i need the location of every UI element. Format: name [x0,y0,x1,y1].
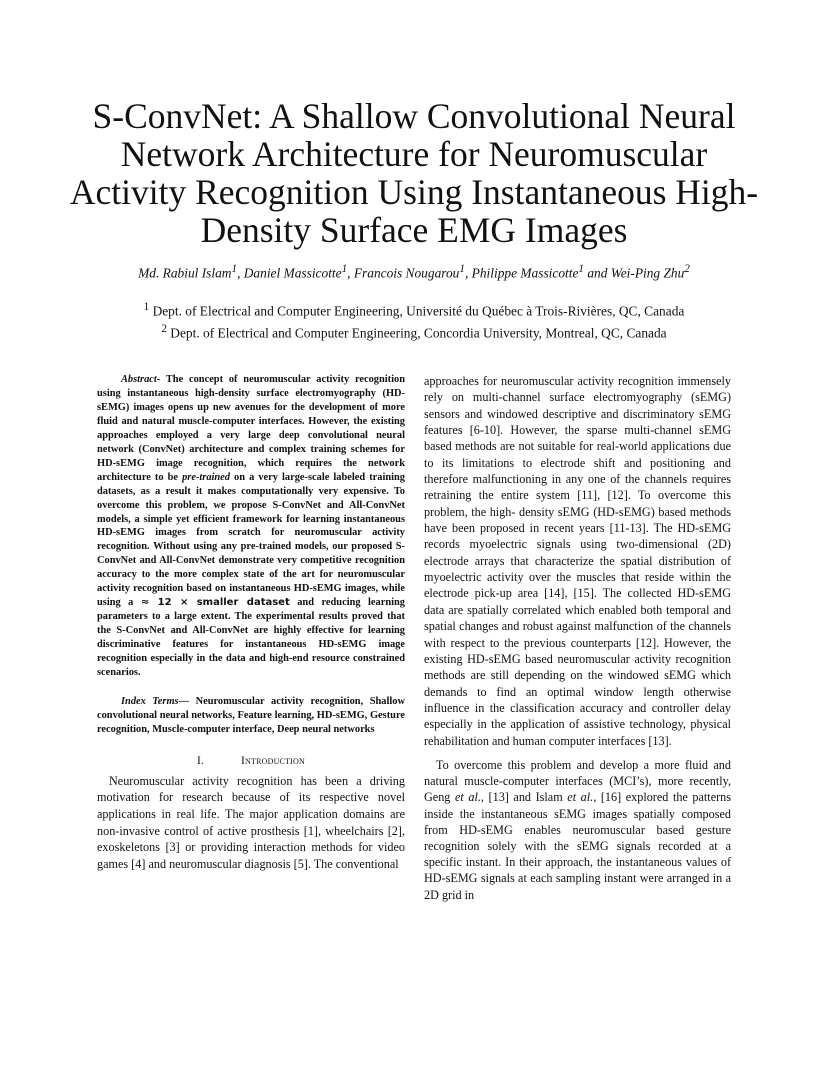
author-separator: , [237,265,244,281]
body-emphasis: et al. [454,790,481,805]
abstract-lead: Abstract- [121,374,161,385]
affiliation-text: Dept. of Electrical and Computer Engineering, Concordia University, Montreal, QC, Canada [166,325,667,341]
author-affiliation-mark: 1 [459,263,465,275]
author: Francois Nougarou [353,265,460,281]
abstract [97,373,405,680]
right-column [424,373,731,903]
section-number: I. [196,754,204,767]
abstract-text: on a very large-scale labeled training datasets, as a result it makes computationally very expensive. To overcome this problem, we propose S-ConvNet and All-ConvNet models, a simple yet efficient framework for learning instantaneous HD-sEMG images from scratch for neuromuscular activity recognition. Without using any pre-trained models, our proposed S-ConvNet and All-ConvNet demonstrate very competitive recognition accuracy to the more complex state of the art for neuromuscular activity recognition based on instantaneous HD-sEMG images, while using a [97,471,405,609]
index-terms [97,695,405,737]
abstract-math: ≈ 12 × smaller dataset [140,597,290,609]
author-list [40,263,788,281]
section-heading [97,755,405,767]
abstract-emphasis: pre-trained [182,471,230,483]
affiliation-mark: 2 [161,323,167,336]
author-separator: , [347,265,354,281]
body-emphasis: et al., [567,790,597,805]
section-title: Introduction [240,754,305,767]
affiliation [40,298,788,320]
author: Md. Rabiul Islam [138,265,232,281]
author: Daniel Massicotte [243,265,342,281]
paper-title: S-ConvNet: A Shallow Convolutional Neural Network Architecture for Neuromuscular Activity Recognition Using Instantaneous High-Density Surface EMG Images [69,96,759,250]
abstract-text: The concept of neuromuscular activity recognition using instantaneous high-density surface electromyography (HD-sEMG) images opens up new avenues for the development of more fluid and natural muscle-computer interfaces. However, the existing approaches employed a very large deep convolutional neural network (ConvNet) architecture and complex training schemes for HD-sEMG image recognition, which requires the network architecture to be [97,374,405,483]
abstract-text: and reducing learning parameters to a large extent. The experimental results proved that the S-ConvNet and All-ConvNet are highly effective for learning discriminative features for instantaneous HD-sEMG image recognition especially in the data and high-end resource constrained scenarios. [97,597,405,679]
affiliation-list [40,298,788,343]
author: Wei-Ping Zhu [610,265,685,281]
affiliation-mark: 1 [143,301,150,313]
author-affiliation-mark: 2 [684,263,690,275]
index-terms-text: Neuromuscular activity recognition, Shallow convolutional neural networks, Feature learning, HD-sEMG, Gesture recognition, Muscle-computer interface, Deep neural networks [97,695,405,735]
author-affiliation-mark: 1 [341,263,348,275]
affiliation [40,320,788,342]
index-terms-lead: Index Terms— [121,695,189,707]
author: Philippe Massicotte [471,265,579,281]
left-column [97,373,405,872]
body-text: [16] explored the patterns inside the instantaneous sEMG images spatially composed from HD-sEMG enables neuromuscular based gesture recognition solely with the sEMG signals recorded at a specific instant. In their approach, the instantaneous values of HD-sEMG signals at each sampling instant were arranged in a 2D grid in [424,790,732,902]
body-paragraph: Neuromuscular activity recognition has been a driving motivation for research because of its respective novel applications in real life. The major application domains are non-invasive control of active prosthesis [1], wheelchairs [2], exoskeletons [3] or providing interaction methods for video games [4] and neuromuscular diagnosis [5]. The conventional [97,773,405,871]
affiliation-text: Dept. of Electrical and Computer Engineering, Université du Québec à Trois-Rivières, QC, Canada [149,303,685,319]
author-separator: and [583,265,611,281]
author-separator: , [464,265,472,281]
body-paragraph: approaches for neuromuscular activity recognition immensely rely on multi-channel surface electromyography (sEMG) sensors and windowed descriptive and discriminatory sEMG features [6-10]. However, the sparse multi-channel sEMG based methods are not suitable for real-world applications due to its limitations to electrode shift and positioning and therefore malfunctioning in any one of the channels requires retraining the entire system [11], [12]. To overcome this problem, the high- density sEMG (HD-sEMG) based methods have been proposed in recent years [11-13]. The HD-sEMG records myoelectric signals using two-dimensional (2D) electrode arrays that characterize the spatial distribution of myoelectric activity over the muscles that reside within the electrode pick-up area [14], [15]. The collected HD-sEMG data are spatially correlated which enabled both temporal and spatial changes and robust against malfunction of the channels with respect to the previous counterparts [12]. However, the existing HD-sEMG based neuromuscular activity recognition methods are still depending on the windowed sEMG which demands to find an optimal window length otherwise influence in the classification accuracy and controller delay especially in the application of assistive technology, physical rehabilitation and human computer interfaces [13]. [424,374,731,748]
author-affiliation-mark: 1 [578,263,584,275]
body-text: , [13] and Islam [480,790,568,805]
body-paragraph [424,757,731,903]
author-affiliation-mark: 1 [231,263,238,275]
body-text: To overcome this problem and develop a more fluid and natural muscle-computer interfaces (MCI’s), more recently, Geng [424,757,731,805]
